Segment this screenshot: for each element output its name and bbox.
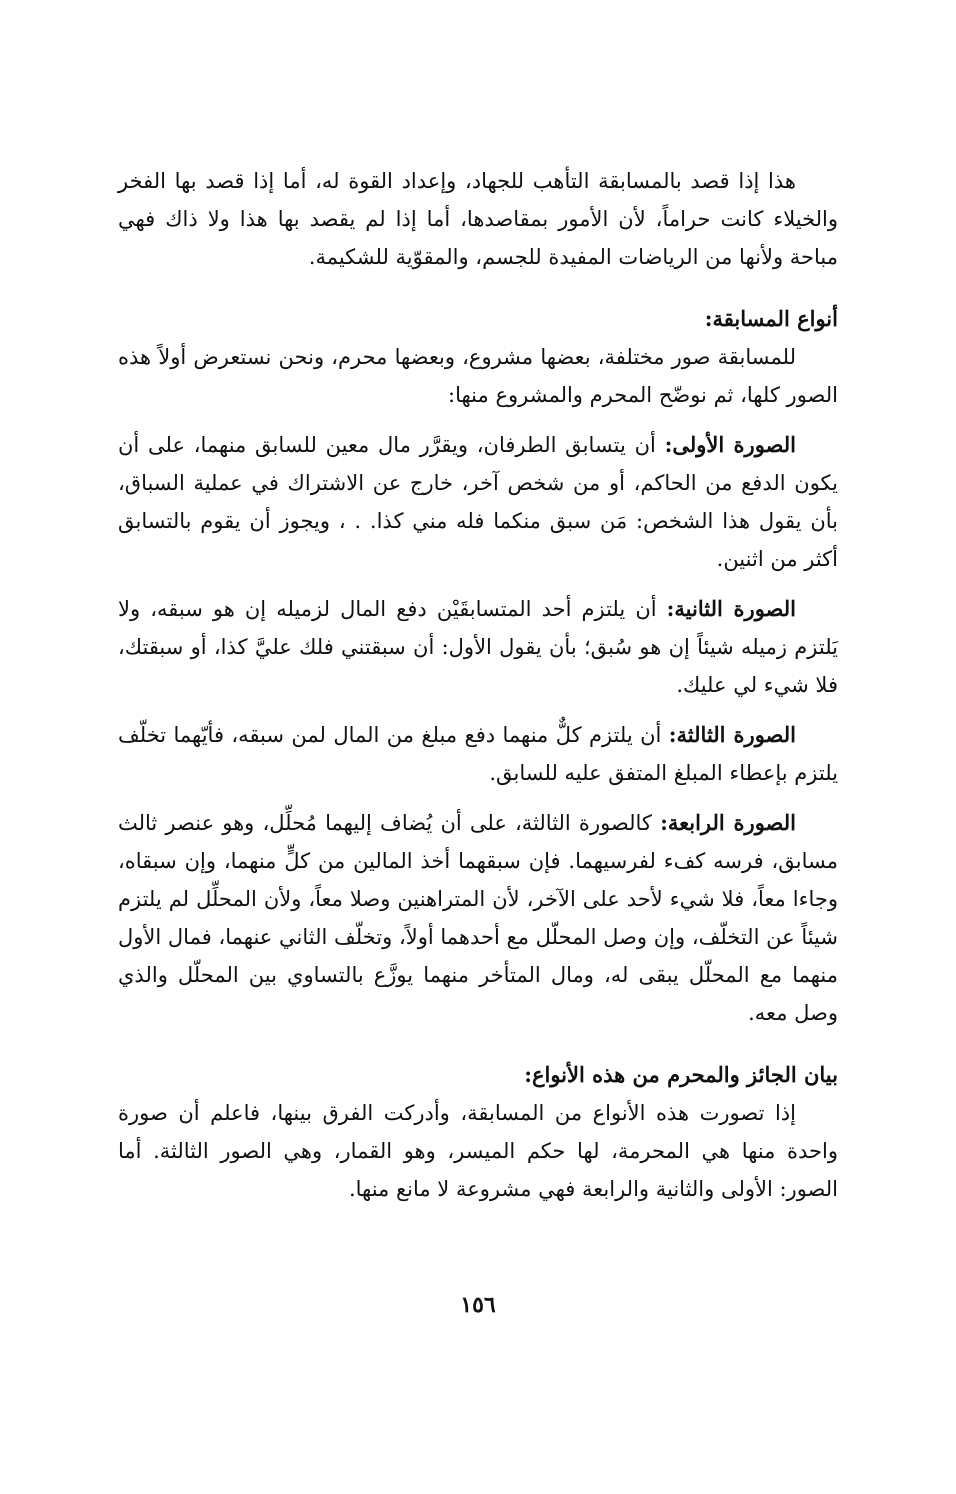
paragraph-third-form [118,716,838,792]
second-form-text: أن يلتزم أحد المتسابقَيْن دفع المال لزميله إن هو سبقه، ولا يَلتزم زميله شيئاً إن هو سُبق؛ بأن يقول الأول: أن سبقتني فلك عليَّ كذا، أو سبقتك، فلا شيء لي عليك. [118,597,838,697]
paragraph-second-form [118,590,838,704]
page-body [118,162,838,1220]
fourth-form-label: الصورة الرابعة: [660,810,796,835]
paragraph-fourth-form [118,804,838,1032]
heading-types-of-racing: أنواع المسابقة: [704,306,838,331]
first-form-text: أن يتسابق الطرفان، ويقرَّر مال معين للسابق منهما، على أن يكون الدفع من الحاكم، أو من شخص آخر، خارج عن الاشتراك في عملية السباق، بأن يقول هذا الشخص: مَن سبق منكما فله مني كذا. . ، ويجوز أن يقوم بالتسابق أكثر من اثنين. [118,433,838,571]
first-form-label: الصورة الأولى: [664,432,796,457]
paragraph-ruling: إذا تصورت هذه الأنواع من المسابقة، وأدركت الفرق بينها، فاعلم أن صورة واحدة منها هي المحرمة، لها حكم الميسر، وهو القمار، وهي الصور الثالثة. أما الصور: الأولى والثانية والرابعة فهي مشروعة لا مانع منها. [118,1101,838,1201]
page-number: ١٥٦ [460,1292,496,1318]
third-form-text: أن يلتزم كلٌّ منهما دفع مبلغ من المال لمن سبقه، فأيّهما تخلّف يلتزم بإعطاء المبلغ المتفق عليه للسابق. [118,723,838,785]
heading-permitted-and-forbidden: بيان الجائز والمحرم من هذه الأنواع: [524,1062,838,1087]
third-form-label: الصورة الثالثة: [668,722,796,747]
paragraph-types-overview: للمسابقة صور مختلفة، بعضها مشروع، وبعضها محرم، ونحن نستعرض أولاً هذه الصور كلها، ثم نوضّح المحرم والمشروع منها: [118,345,838,407]
second-form-label: الصورة الثانية: [666,596,796,621]
paragraph-intro: هذا إذا قصد بالمسابقة التأهب للجهاد، وإعداد القوة له، أما إذا قصد بها الفخر والخيلاء كانت حراماً، لأن الأمور بمقاصدها، أما إذا لم يقصد بها هذا ولا ذاك فهي مباحة ولأنها من الرياضات المفيدة للجسم، والمقوّية للشكيمة. [118,169,838,269]
paragraph-first-form [118,426,838,578]
fourth-form-text: كالصورة الثالثة، على أن يُضاف إليهما مُحلِّل، وهو عنصر ثالث مسابق، فرسه كفء لفرسيهما. فإن سبقهما أخذ المالين من كلٍّ منهما، وإن سبقاه، وجاءا معاً، فلا شيء لأحد على الآخر، لأن المتراهنين وصلا معاً، ولأن المحلِّل لم يلتزم شيئاً عن التخلّف، وإن وصل المحلّل مع أحدهما أولاً، وتخلّف الثاني عنهما، فمال الأول منهما مع المحلّل يبقى له، ومال المتأخر منهما يوزَّع بالتساوي بين المحلّل والذي وصل معه. [118,811,838,1025]
